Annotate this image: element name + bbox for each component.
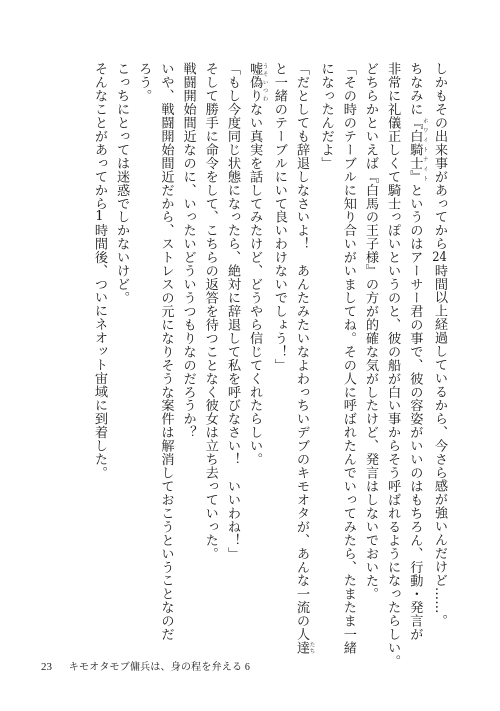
text-segment: ない真実を話してみたけど、どうやら信じてくれたらしい。 <box>247 102 263 466</box>
number-1: 1 <box>95 210 104 224</box>
white-horse-prince-term: 『白馬の王子様』 <box>362 169 378 278</box>
text-line-9 <box>243 62 268 662</box>
text-segment: の方が的確な気がしたけど、発言はしないでおいた。 <box>362 277 378 601</box>
text-line-1 <box>428 62 450 662</box>
text-line-7 <box>290 62 315 662</box>
text-line-2 <box>403 62 428 662</box>
text-line-5: 「その時のテーブルに知り合いがいましてね。その人に呼ばれたんでいってみたら、たまたま一緒 <box>340 62 356 655</box>
number-24: 24 <box>432 250 447 264</box>
text-line-15: こっちにとっては迷惑でしかないけど。 <box>114 62 130 305</box>
text-segment: どちらかといえば <box>362 62 378 170</box>
text-line-3: 非常に礼儀正しくて騎士っぽいというのと、彼の船が白い事からそう呼ばれるようになったらしい。 <box>385 62 401 668</box>
text-line-14: ろう。 <box>136 62 152 103</box>
text-line-12: 戦闘開始間近なのに、いったいどういうつもりなのだろうか？ <box>180 62 196 439</box>
text-line-11: そして勝手に命令をして、こちらの返答を待つことなく彼女は立ち去っていった。 <box>202 62 218 561</box>
book-title: キモオタモブ傭兵は、身の程を弁える 6 <box>68 662 251 673</box>
ruby-tachi: 達 たち <box>293 640 315 655</box>
page-number: 23 <box>41 661 52 673</box>
text-segment: というのはアーサー君の事で、彼の容姿がいいのはもちろん、行動・発言が <box>407 183 423 641</box>
text-line-16 <box>88 62 110 662</box>
text-segment: ちなみに <box>407 62 423 116</box>
text-line-4 <box>359 62 381 662</box>
vertical-text-body <box>88 62 450 668</box>
text-line-13: いや、戦闘開始間近だから、ストレスの元になりそうな案件は解消しておこうということなのだ <box>158 62 174 641</box>
text-segment: 「だとしても辞退しなさいよ！ あんたみたいなよわっちいデブのキモオタが、あんな一流の人 <box>293 62 309 641</box>
text-segment: 時間以上経過しているから、今さら感が強いんだけど……。 <box>432 263 447 628</box>
text-segment: 時間後、ついにネオット宙域に到着した。 <box>91 223 107 480</box>
white-knight-term: 『白騎士』 ホワイトナイト <box>407 115 428 184</box>
page-footer <box>41 658 250 673</box>
text-line-10: 「もし今度同じ状態になったら、絶対に辞退して私を呼びなさい！ いいわね！」 <box>224 62 240 561</box>
ruby-usoitsuwari: 嘘偽り うそいつわ <box>247 62 268 103</box>
text-segment: そんなことがあってから <box>91 62 107 211</box>
text-line-6: になったんだよ」 <box>318 62 334 170</box>
text-segment: しかもその出来事があってから <box>432 62 447 251</box>
white-knight-ruby: ホワイトナイト <box>421 115 428 184</box>
text-line-8: と一緒のテーブルにいて良いわけないでしょう！」 <box>271 62 287 372</box>
